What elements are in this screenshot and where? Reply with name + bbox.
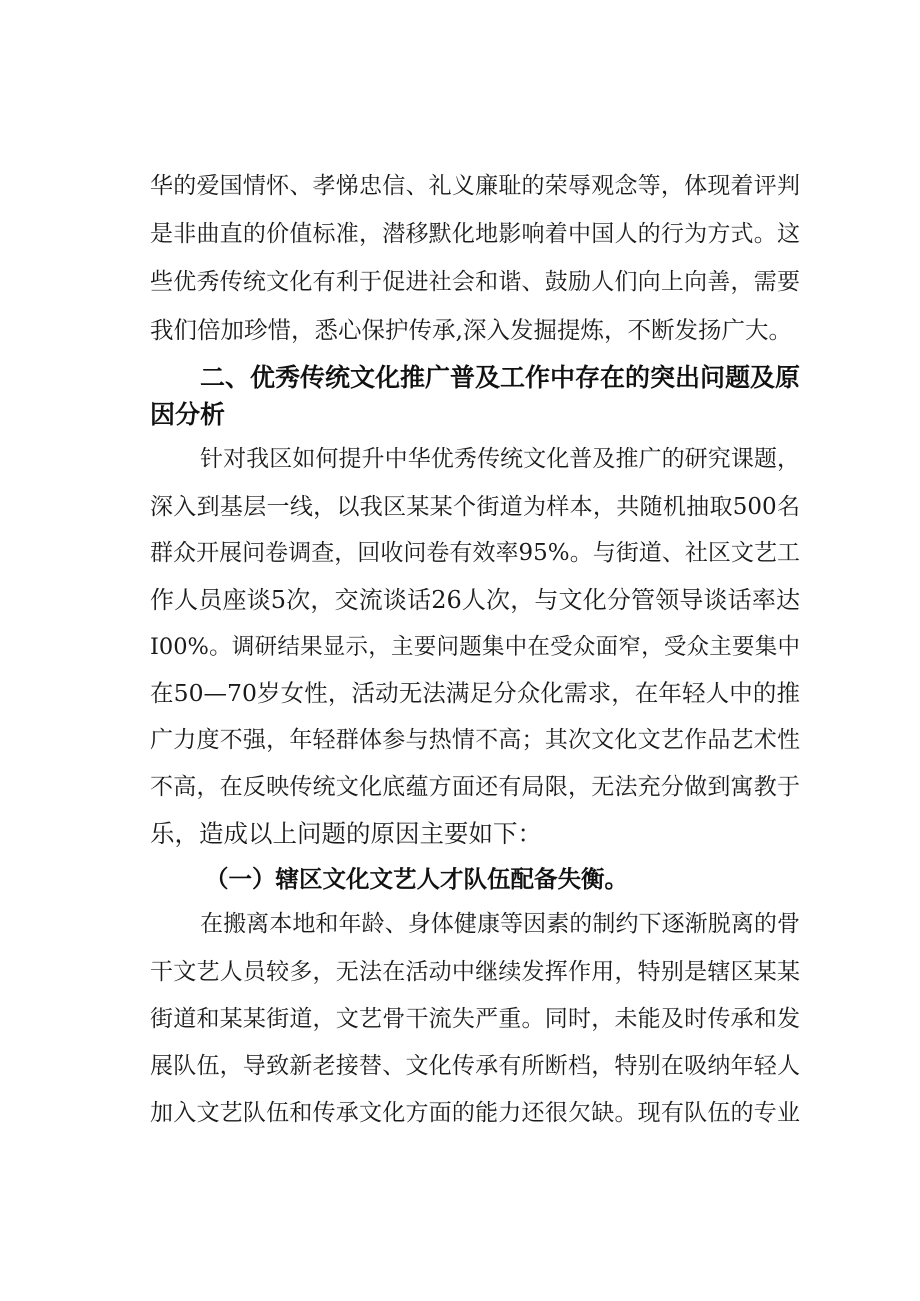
survey-line-4: 作人员座谈5次，交流谈话26人次，与文化分管领导谈话率达 — [150, 586, 800, 614]
intro-line-4: 我们倍加珍惜，悉心保护传承,深入发掘提炼，不断发扬广大。 — [150, 316, 792, 344]
survey-line-5: I00%。调研结果显示，主要问题集中在受众面窄，受众主要集中 — [150, 634, 800, 660]
survey-line-3: 群众开展问卷调查，回收问卷有效率95%。与街道、社区文艺工 — [150, 540, 800, 566]
survey-line-8: 不高，在反映传统文化底蕴方面还有局限，无法充分做到寓教于 — [150, 774, 800, 800]
talent-line-1: 在搬离本地和年龄、身体健康等因素的制约下逐渐脱离的骨 — [200, 911, 800, 937]
survey-line-2: 深入到基层一线，以我区某某个街道为样本，共随机抽取500名 — [150, 494, 800, 520]
survey-line-1: 针对我区如何提升中华优秀传统文化普及推广的研究课题， — [200, 446, 800, 472]
intro-line-1: 华的爱国情怀、孝悌忠信、礼义廉耻的荣辱观念等，体现着评判 — [150, 173, 800, 199]
section-heading-line-2: 因分析 — [150, 400, 226, 429]
talent-line-4: 展队伍，导致新老接替、文化传承有所断档，特别在吸纳年轻人 — [150, 1053, 800, 1079]
talent-line-3: 街道和某某街道，文艺骨干流失严重。同时，未能及时传承和发 — [150, 1006, 800, 1032]
talent-line-2: 干文艺人员较多，无法在活动中继续发挥作用，特别是辖区某某 — [150, 959, 800, 985]
section-heading-line-1: 二、优秀传统文化推广普及工作中存在的突出问题及原 — [200, 363, 801, 392]
survey-line-6: 在50—70岁女性，活动无法满足分众化需求，在年轻人中的推 — [150, 679, 800, 707]
intro-line-3: 些优秀传统文化有利于促进社会和谐、鼓励人们向上向善，需要 — [150, 269, 800, 295]
survey-line-9: 乐，造成以上问题的原因主要如下： — [150, 819, 542, 848]
survey-line-7: 广力度不强，年轻群体参与热情不高；其次文化文艺作品艺术性 — [150, 727, 800, 753]
talent-line-5: 加入文艺队伍和传承文化方面的能力还很欠缺。现有队伍的专业 — [150, 1100, 800, 1126]
subsection-heading: （一）辖区文化文艺人才队伍配备失衡。 — [205, 865, 628, 893]
intro-line-2: 是非曲直的价值标准，潜移默化地影响着中国人的行为方式。这 — [150, 221, 800, 247]
